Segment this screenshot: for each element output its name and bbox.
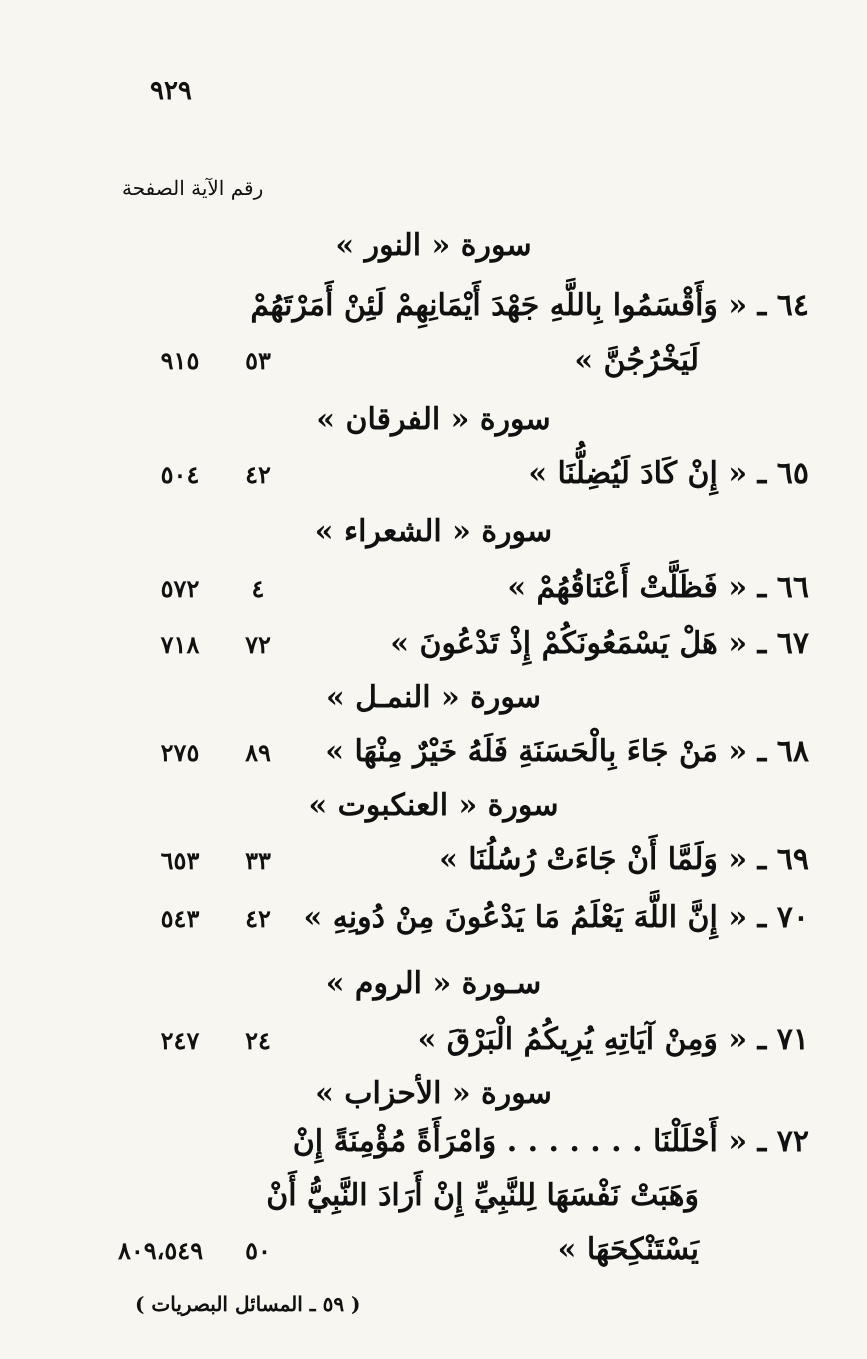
page-ref-71: ٢٤٧ (160, 1026, 200, 1055)
verse-64-line2: لَيَخْرُجُنَّ » (574, 343, 699, 378)
ayah-number-69: ٣٣ (245, 846, 271, 875)
surah-heading-rum: سـورة « الروم » (325, 966, 542, 1001)
verse-72-line2: وَهَبَتْ نَفْسَهَا لِلنَّبِيِّ إِنْ أَرَادَ النَّبِيُّ أَنْ (266, 1178, 699, 1213)
surah-heading-ankabut: سورة « العنكبوت » (308, 788, 559, 823)
verse-66: ٦٦ ـ « فَظَلَّتْ أَعْنَاقُهُمْ » (507, 570, 809, 605)
verse-71: ٧١ ـ « وَمِنْ آيَاتِهِ يُرِيكُمُ الْبَرْقَ » (417, 1022, 809, 1057)
verse-72-line1: ٧٢ ـ « أَحْلَلْنَا . . . . . . . وَامْرَأَةً مُؤْمِنَةً إِنْ (292, 1124, 809, 1159)
verse-65: ٦٥ ـ « إِنْ كَادَ لَيُضِلُّنَا » (528, 456, 809, 491)
verse-64-line1: ٦٤ ـ « وَأَقْسَمُوا بِاللَّهِ جَهْدَ أَيْمَانِهِمْ لَئِنْ أَمَرْتَهُمْ (250, 288, 809, 323)
page-number: ٩٢٩ (150, 76, 192, 106)
ayah-number-72: ٥٠ (245, 1236, 271, 1265)
page-ref-72: ٨٠٩،٥٤٩ (118, 1236, 204, 1265)
verse-67: ٦٧ ـ « هَلْ يَسْمَعُونَكُمْ إِذْ تَدْعُونَ » (390, 626, 809, 661)
footer-signature: ( ٥٩ ـ المسائل البصريات ) (135, 1292, 361, 1316)
surah-heading-nur: سورة « النور » (335, 228, 532, 263)
surah-heading-furqan: سورة « الفرقان » (316, 402, 551, 437)
ayah-number-64: ٥٣ (245, 346, 271, 375)
page-ref-65: ٥٠٤ (160, 460, 200, 489)
page-ref-70: ٥٤٣ (160, 904, 200, 933)
surah-heading-naml: سورة « النمـل » (325, 680, 542, 715)
verse-70: ٧٠ ـ « إِنَّ اللَّهَ يَعْلَمُ مَا يَدْعُونَ مِنْ دُونِهِ » (303, 900, 809, 935)
verse-68: ٦٨ ـ « مَنْ جَاءَ بِالْحَسَنَةِ فَلَهُ خَيْرٌ مِنْهَا » (325, 734, 809, 769)
surah-heading-ahzab: سورة « الأحزاب » (315, 1076, 552, 1111)
page-ref-66: ٥٧٢ (160, 574, 200, 603)
ayah-number-70: ٤٢ (245, 904, 271, 933)
column-headers: رقم الآية الصفحة (122, 176, 264, 200)
verse-72-line3: يَسْتَنْكِحَهَا » (557, 1232, 699, 1267)
page-ref-67: ٧١٨ (160, 630, 200, 659)
ayah-number-65: ٤٢ (245, 460, 271, 489)
page-ref-69: ٦٥٣ (160, 846, 200, 875)
ayah-number-66: ٤ (251, 574, 265, 603)
ayah-number-68: ٨٩ (245, 738, 271, 767)
ayah-number-71: ٢٤ (245, 1026, 271, 1055)
verse-69: ٦٩ ـ « وَلَمَّا أَنْ جَاءَتْ رُسُلُنَا » (439, 842, 809, 877)
ayah-number-67: ٧٢ (245, 630, 271, 659)
page-ref-68: ٢٧٥ (160, 738, 200, 767)
page-ref-64: ٩١٥ (160, 346, 200, 375)
surah-heading-shuara: سورة « الشعراء » (314, 514, 553, 549)
